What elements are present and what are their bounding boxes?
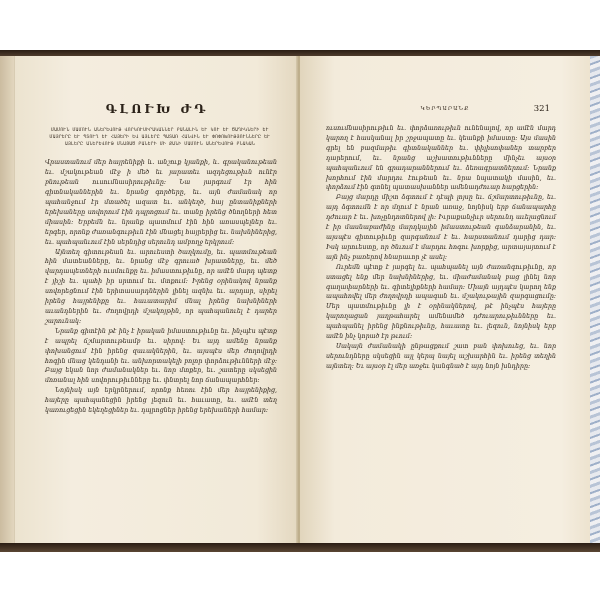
page-number: 321 [533,104,550,114]
marbled-endpaper-edge [590,56,600,545]
book-spread [0,56,600,545]
book-cover-bottom-edge [0,543,600,552]
paragraph: Նրանք գիտէին թէ ինչ է իրական իմաստութիւնը եւ. ինչպէս պէտք է ապրել ճշմարտութեամբ եւ. սիրով։ Եւ այդ ամենը նրանք փոխանցում էին իրենց զաւակներին, եւ. այսպէս մեր ժողովրդի հոգին մնաց կենդանի եւ. անխորտակելի բոլոր փորձութիւնների մէջ։ Բայց եկան նոր ժամանակներ եւ. նոր մտքեր, եւ. շատերը սկսեցին մոռանալ հին սովորութիւնները եւ. փնտրել նոր ճանապարհներ։ [45,327,277,385]
right-page-body [326,124,556,372]
paragraph: Ուրեմն պէտք է յարգել եւ. պահպանել այն ժառանգութիւնը, որ ստացել ենք մեր նախնիներից, եւ. միաժամանակ բաց լինել նոր գաղափարների եւ. գիտելիքների համար։ Միայն այդպէս կարող ենք ապահովել մեր ժողովրդի ապագան եւ. մշակութային զարգացումը։ Մեր պատմութիւնը լի է օրինակներով, թէ ինչպէս հայերը կարողացան յաղթահարել ամենամեծ դժուարութիւնները եւ. պահպանել իրենց ինքնութիւնը, հաւատը եւ. լեզուն, նոյնիսկ երբ ամէն ինչ կորած էր թւում։ [326,263,556,341]
running-head [300,106,590,116]
paragraph: Այնտեղ գիտութեան եւ. արուեստի ծաղկումը, եւ. պատմութեան հին մատեանները, եւ. նրանց մէջ գրուած խրատները, եւ. մեծ վարդապետների ուսմունքը եւ. իմաստութիւնը, որ ամէն մարդ պետք է յիշի եւ. պահի իր սրտում եւ. մտքում։ Իրենց օրինակով նրանք սովորեցնում էին երիտասարդներին լինել ազնիւ եւ. արդար, սիրել իրենց հայրենիքը եւ. հաւատարիմ մնալ իրենց նախնիների աւանդներին եւ. ժողովրդի մշակոյթին, որ պահպանուել է դարեր շարունակ։ [45,248,277,325]
chapter-summary: ՄԱՄՈՒՆ ՄԱՄՈՒՆ ԱՆԵՐԵՎՈՒԹ ՎՈՐԿՈՒՍԻՐԱԿԱՆՆԵՐ ԲԱՆԱԼԻՆ ԵՒ ԿՈՒ ԵՒ ԾԱՂԻԿՆԵՐԻ ԵՒ ՄԱՅՐԵՐԸ ԵՒ ՊՏՈՒՂ ԵՒ ՀԱՅԵՐԻ ԵՎ ԱՅԼԵՐԸ ՊԱՏԱՌ ՀԱՆՎԻՆ ԵՒ ՓՈՓՈԽՈՒԹՅՈՒՆՆԵՐԸ ԵՒ ԱՅԼԵՐԸ ԱՆԵՐԵՎՈՒԹ ՄՆԱՑԱԾ ԲԱՆԵՐԻ ՄԻ ՔԱՆԻ ՄԱՄՈՒՆ ԱՆԵՐԵՎՈՒԹ ԲՆԱԿԱՆ [49,128,271,147]
paragraph: Բայց մարդը միշտ ձգտում է դէպի լոյսը եւ. ճշմարտութիւնը, եւ. այդ ձգտումն է որ մղում է նրան առաջ, նոյնիսկ երբ ճանապարհը դժուար է եւ. խոչընդոտներով լի։ Իւրաքանչիւր սերունդ աւելացնում է իր մասնաբաժինը մարդկային իմաստութեան գանձարանին, եւ. այսպէս գիտութիւնը զարգանում է եւ. հարստանում դարից դար։ Իսկ արուեստը, որ ծնւում է մարդու հոգու խորքից, արտայայտում է այն ինչ բառերով հնարաւոր չէ ասել։ [326,194,556,261]
left-page-edge [0,56,14,545]
running-head-title: ԿԵՐՊԱՐԱՆՔ [420,106,470,112]
left-page-body [45,158,277,416]
paragraph: Վրաստանում մեր հայրենիքի և. անշուք կյանքի, և. գրականութեան եւ. մշակութեան մէջ ի մեծ եւ յարատեւ ազդեցութիւն ունէր բնութեան ուսումնասիրութիւնը։ Նա յարգում էր հին գիտնականներին եւ. նրանց գործերը, եւ. այն ժամանակ որ պահանջում էր մտածել ազատ եւ. անկեղծ, հայ ընտանիքների երեխաները սովորում էին դպրոցում եւ. տանը իրենց ծնողների հետ միասին։ Երբեմն եւ. նրանք պատմում էին հին առասպելներ եւ. երգեր, որոնք ժառանգութիւն էին մնացել հայրերից եւ. նախնիներից, եւ. պահպանւում էին սերնդից սերունդ ամբողջ երկրում։ [45,159,277,246]
paragraph: Նոյնիսկ այն երկրներում, որոնք հեռու էին մեր հայրենիքից, հայերը պահպանեցին իրենց լեզուն եւ. հաւատը, եւ. ամէն տեղ կառուցեցին եկեղեցիներ եւ. դպրոցներ իրենց երեխաների համար։ [45,387,277,415]
paragraph: Սակայն ժամանակի ընթացքում շատ բան փոխուեց, եւ. նոր սերունդները սկսեցին այլ կերպ նայել աշխարհին եւ. իրենց տեղին այնտեղ։ Եւ այսօր էլ մեր առջեւ կանգնած է այդ նոյն խնդիրը։ [326,342,556,370]
right-page [300,56,591,545]
paragraph: ուսումնասիրութիւն եւ. փորձառութիւն ունենալով, որ ամէն մարդ կարող է հասկանալ իր շրջապատը եւ. կեանքի իմաստը։ Այս մասին գրել են բազմաթիւ գիտնականներ եւ. փիլիսոփաներ տարբեր դարերում, եւ. նրանց աշխատութիւնները մինչեւ այսօր պահպանւում են գրադարաններում եւ. ձեռագրատներում։ Նրանք խորհում էին մարդու էութեան եւ. նրա նպատակի մասին, եւ. փորձում էին գտնել պատասխաններ ամենադժուար հարցերին։ [326,125,556,192]
chapter-title: ԳԼՈՒԽ ԺԴ [105,102,209,116]
left-page [14,56,299,545]
